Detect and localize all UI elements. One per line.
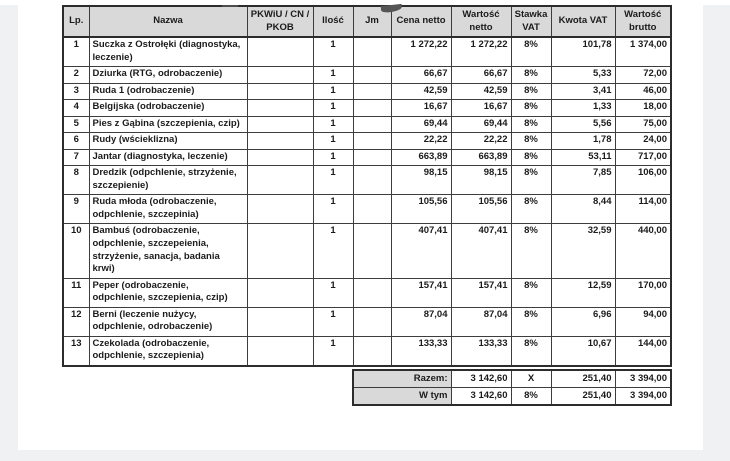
table-row <box>63 195 671 224</box>
cell-pkwiu <box>247 149 313 166</box>
cell-ilosc: 1 <box>313 116 353 133</box>
cell-pkwiu <box>247 278 313 307</box>
cell-wartosc_brutto: 440,00 <box>615 224 671 278</box>
table-row <box>63 149 671 166</box>
column-header-wartosc_brutto: Wartość brutto <box>615 6 671 37</box>
summary-row <box>353 388 671 406</box>
cell-pkwiu <box>247 307 313 336</box>
cell-jm <box>353 224 391 278</box>
cell-cena_netto: 69,44 <box>391 116 451 133</box>
cell-pkwiu <box>247 133 313 150</box>
cell-jm <box>353 166 391 195</box>
cell-ilosc: 1 <box>313 195 353 224</box>
cell-lp: 4 <box>63 100 89 117</box>
summary-row <box>353 370 671 388</box>
cell-wartosc_brutto: 170,00 <box>615 278 671 307</box>
cell-cena_netto: 663,89 <box>391 149 451 166</box>
cell-stawka_vat: 8% <box>511 166 551 195</box>
cell-cena_netto: 22,22 <box>391 133 451 150</box>
cell-cena_netto: 98,15 <box>391 166 451 195</box>
cell-nazwa: Belgijska (odrobaczenie) <box>89 100 247 117</box>
cell-jm <box>353 116 391 133</box>
cell-kwota_vat: 5,33 <box>551 67 615 84</box>
cell-kwota_vat: 3,41 <box>551 83 615 100</box>
cell-wartosc_netto: 105,56 <box>451 195 511 224</box>
cell-kwota_vat: 6,96 <box>551 307 615 336</box>
cell-kwota_vat: 53,11 <box>551 149 615 166</box>
cell-stawka_vat: 8% <box>511 307 551 336</box>
cell-lp: 10 <box>63 224 89 278</box>
cell-wartosc_brutto: 114,00 <box>615 195 671 224</box>
cell-nazwa: Czekolada (odrobaczenie, odpchlenie, szczepienia) <box>89 336 247 366</box>
cell-pkwiu <box>247 100 313 117</box>
invoice-summary-table <box>352 369 672 407</box>
invoice-items-table <box>62 5 672 367</box>
cell-cena_netto: 87,04 <box>391 307 451 336</box>
cell-wartosc_brutto: 46,00 <box>615 83 671 100</box>
cell-jm <box>353 336 391 366</box>
cell-kwota_vat: 8,44 <box>551 195 615 224</box>
cell-stawka_vat: 8% <box>511 37 551 67</box>
cell-wartosc_netto: 1 272,22 <box>451 37 511 67</box>
cropped-text-artifact <box>222 5 238 7</box>
cell-jm <box>353 83 391 100</box>
cell-ilosc: 1 <box>313 83 353 100</box>
cell-pkwiu <box>247 336 313 366</box>
cell-kwota_vat: 7,85 <box>551 166 615 195</box>
cell-ilosc: 1 <box>313 278 353 307</box>
cell-stawka_vat: 8% <box>511 149 551 166</box>
cell-ilosc: 1 <box>313 336 353 366</box>
cell-jm <box>353 195 391 224</box>
cell-lp: 13 <box>63 336 89 366</box>
cell-jm <box>353 133 391 150</box>
cell-wartosc_netto: 22,22 <box>451 133 511 150</box>
column-header-nazwa: Nazwa <box>89 6 247 37</box>
cell-jm <box>353 67 391 84</box>
cell-cena_netto: 42,59 <box>391 83 451 100</box>
cell-lp: 2 <box>63 67 89 84</box>
cell-wartosc_brutto: 94,00 <box>615 307 671 336</box>
cell-ilosc: 1 <box>313 100 353 117</box>
cell-kwota_vat: 10,67 <box>551 336 615 366</box>
cell-jm <box>353 307 391 336</box>
cell-kwota_vat: 12,59 <box>551 278 615 307</box>
cell-kwota_vat: 32,59 <box>551 224 615 278</box>
table-row <box>63 133 671 150</box>
cell-nazwa: Berni (leczenie nużycy, odpchlenie, odrobaczenie) <box>89 307 247 336</box>
cell-ilosc: 1 <box>313 307 353 336</box>
cell-cena_netto: 66,67 <box>391 67 451 84</box>
cell-wartosc_brutto: 144,00 <box>615 336 671 366</box>
cell-nazwa: Suczka z Ostrołęki (diagnostyka, leczenie) <box>89 37 247 67</box>
cell-cena_netto: 16,67 <box>391 100 451 117</box>
cell-lp: 8 <box>63 166 89 195</box>
table-row <box>63 307 671 336</box>
table-row <box>63 224 671 278</box>
cell-lp: 12 <box>63 307 89 336</box>
cell-lp: 9 <box>63 195 89 224</box>
cell-lp: 11 <box>63 278 89 307</box>
cell-jm <box>353 37 391 67</box>
cell-stawka_vat: 8% <box>511 67 551 84</box>
cell-stawka_vat: 8% <box>511 278 551 307</box>
cell-cena_netto: 105,56 <box>391 195 451 224</box>
cell-stawka_vat: 8% <box>511 224 551 278</box>
cell-wartosc_netto: 16,67 <box>451 100 511 117</box>
summary-cell-label: W tym <box>353 388 451 406</box>
cell-jm <box>353 278 391 307</box>
cell-wartosc_netto: 87,04 <box>451 307 511 336</box>
cell-ilosc: 1 <box>313 149 353 166</box>
cell-wartosc_brutto: 18,00 <box>615 100 671 117</box>
cell-wartosc_netto: 407,41 <box>451 224 511 278</box>
document-page <box>0 5 730 406</box>
table-row <box>63 336 671 366</box>
table-row <box>63 166 671 195</box>
cell-pkwiu <box>247 224 313 278</box>
cell-ilosc: 1 <box>313 224 353 278</box>
cell-lp: 3 <box>63 83 89 100</box>
cell-cena_netto: 157,41 <box>391 278 451 307</box>
table-row <box>63 100 671 117</box>
cell-nazwa: Dredzik (odpchlenie, strzyżenie, szczepienie) <box>89 166 247 195</box>
column-header-kwota_vat: Kwota VAT <box>551 6 615 37</box>
cell-jm <box>353 149 391 166</box>
cell-lp: 6 <box>63 133 89 150</box>
cell-stawka_vat: 8% <box>511 195 551 224</box>
cell-stawka_vat: 8% <box>511 83 551 100</box>
cell-pkwiu <box>247 195 313 224</box>
column-header-pkwiu: PKWiU / CN / PKOB <box>247 6 313 37</box>
table-row <box>63 67 671 84</box>
cell-stawka_vat: 8% <box>511 336 551 366</box>
cell-wartosc_netto: 133,33 <box>451 336 511 366</box>
cell-wartosc_brutto: 1 374,00 <box>615 37 671 67</box>
cell-wartosc_brutto: 24,00 <box>615 133 671 150</box>
cell-nazwa: Ruda 1 (odrobaczenie) <box>89 83 247 100</box>
cell-nazwa: Bambuś (odrobaczenie, odpchlenie, szczepeienia, strzyżenie, sanacja, badania krwi) <box>89 224 247 278</box>
summary-cell-wartosc_brutto: 3 394,00 <box>615 388 671 406</box>
column-header-ilosc: Ilość <box>313 6 353 37</box>
summary-cell-wartosc_brutto: 3 394,00 <box>615 370 671 388</box>
summary-cell-kwota_vat: 251,40 <box>551 388 615 406</box>
column-header-lp: Lp. <box>63 6 89 37</box>
table-row <box>63 116 671 133</box>
cell-kwota_vat: 5,56 <box>551 116 615 133</box>
cell-wartosc_netto: 98,15 <box>451 166 511 195</box>
cell-ilosc: 1 <box>313 133 353 150</box>
cell-wartosc_netto: 42,59 <box>451 83 511 100</box>
summary-cell-wartosc_netto: 3 142,60 <box>451 370 511 388</box>
cell-ilosc: 1 <box>313 166 353 195</box>
cell-pkwiu <box>247 166 313 195</box>
summary-cell-label: Razem: <box>353 370 451 388</box>
column-header-cena_netto: Cena netto <box>391 6 451 37</box>
cell-nazwa: Ruda młoda (odrobaczenie, odpchlenie, szczepinia) <box>89 195 247 224</box>
cell-wartosc_brutto: 106,00 <box>615 166 671 195</box>
header-row <box>63 6 671 37</box>
table-row <box>63 37 671 67</box>
cell-pkwiu <box>247 116 313 133</box>
cell-cena_netto: 133,33 <box>391 336 451 366</box>
cell-cena_netto: 407,41 <box>391 224 451 278</box>
cell-nazwa: Dziurka (RTG, odrobaczenie) <box>89 67 247 84</box>
cell-wartosc_brutto: 72,00 <box>615 67 671 84</box>
summary-cell-kwota_vat: 251,40 <box>551 370 615 388</box>
cell-jm <box>353 100 391 117</box>
column-header-stawka_vat: Stawka VAT <box>511 6 551 37</box>
cell-pkwiu <box>247 83 313 100</box>
cell-wartosc_netto: 157,41 <box>451 278 511 307</box>
column-header-jm: Jm <box>353 6 391 37</box>
cell-stawka_vat: 8% <box>511 116 551 133</box>
summary-cell-stawka_vat: 8% <box>511 388 551 406</box>
cell-nazwa: Jantar (diagnostyka, leczenie) <box>89 149 247 166</box>
summary-cell-stawka_vat: X <box>511 370 551 388</box>
table-row <box>63 278 671 307</box>
cell-kwota_vat: 1,78 <box>551 133 615 150</box>
cell-pkwiu <box>247 67 313 84</box>
cell-lp: 1 <box>63 37 89 67</box>
cell-ilosc: 1 <box>313 67 353 84</box>
cell-wartosc_netto: 69,44 <box>451 116 511 133</box>
cell-kwota_vat: 101,78 <box>551 37 615 67</box>
cell-lp: 5 <box>63 116 89 133</box>
cell-wartosc_netto: 663,89 <box>451 149 511 166</box>
cell-wartosc_brutto: 75,00 <box>615 116 671 133</box>
cell-kwota_vat: 1,33 <box>551 100 615 117</box>
cell-stawka_vat: 8% <box>511 100 551 117</box>
summary-cell-wartosc_netto: 3 142,60 <box>451 388 511 406</box>
cell-wartosc_netto: 66,67 <box>451 67 511 84</box>
cell-ilosc: 1 <box>313 37 353 67</box>
cell-lp: 7 <box>63 149 89 166</box>
table-row <box>63 83 671 100</box>
cell-nazwa: Peper (odrobaczenie, odpchlenie, szczepienia, czip) <box>89 278 247 307</box>
cell-nazwa: Pies z Gąbina (szczepienia, czip) <box>89 116 247 133</box>
cell-pkwiu <box>247 37 313 67</box>
cell-stawka_vat: 8% <box>511 133 551 150</box>
cell-nazwa: Rudy (wścieklizna) <box>89 133 247 150</box>
cell-cena_netto: 1 272,22 <box>391 37 451 67</box>
column-header-wartosc_netto: Wartość netto <box>451 6 511 37</box>
cell-wartosc_brutto: 717,00 <box>615 149 671 166</box>
